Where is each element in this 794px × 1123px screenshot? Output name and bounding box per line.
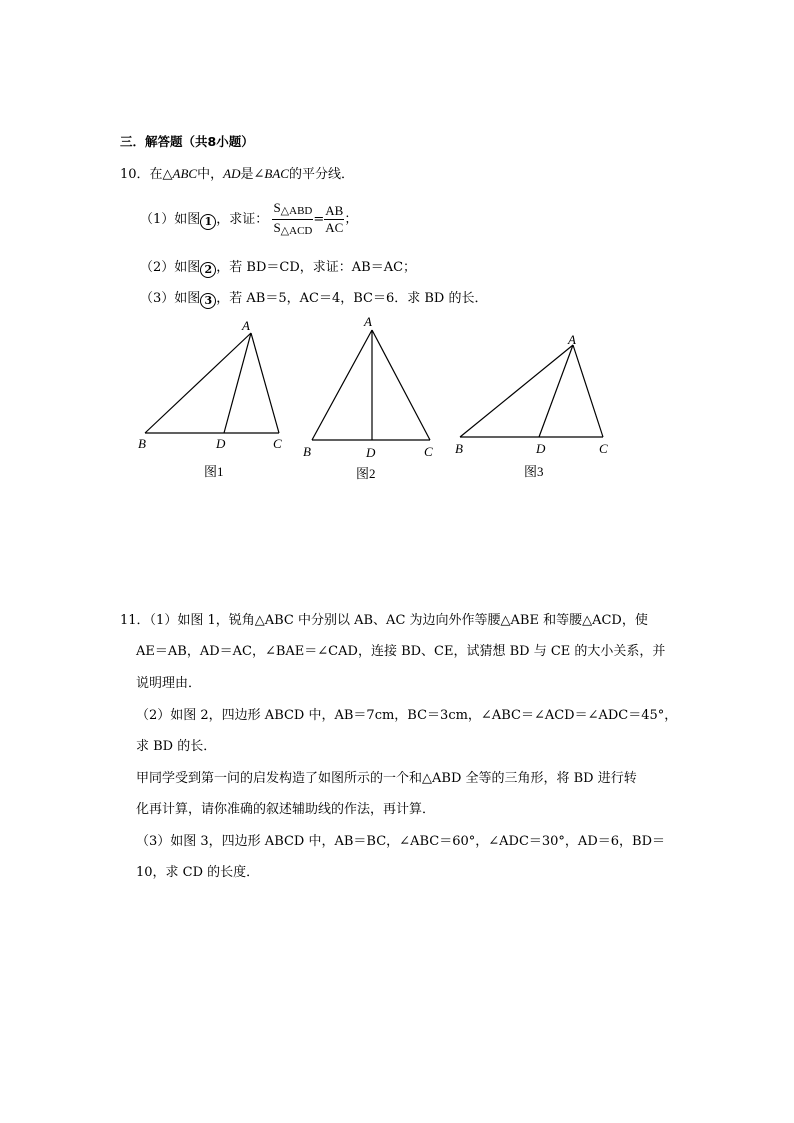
- q10-part2-prefix: （2）如图: [140, 260, 201, 275]
- fig1-bisector-ad: [224, 333, 251, 433]
- q10-part1: [140, 200, 357, 240]
- q10-part3-prefix: （3）如图: [140, 291, 201, 306]
- figure-2: [312, 330, 430, 440]
- circle-number-2: 2: [200, 262, 216, 278]
- q11-line-3: 说明理由．: [136, 676, 202, 691]
- q11-line-6: 甲同学受到第一问的启发构造了如图所示的一个和△ABD 全等的三角形，将 BD 进行转: [136, 771, 637, 786]
- q10-part1-end: ；: [344, 212, 358, 227]
- q11-line-9: 10，求 CD 的长度．: [136, 865, 260, 880]
- q10-part1-prefix: （1）如图: [140, 212, 201, 227]
- fig3-label-a: A: [568, 332, 576, 347]
- fig2-caption: 图2: [356, 466, 376, 481]
- fig2-side-ab: [312, 330, 372, 440]
- q10-stem-abc: ABC: [172, 166, 198, 181]
- q11-line-4: （2）如图 2，四边形 ABCD 中，AB＝7cm，BC＝3cm，∠ABC＝∠ACD＝∠ADC＝45°，: [136, 708, 678, 723]
- q10-figures: [0, 310, 794, 490]
- fig3-label-b: B: [455, 441, 463, 456]
- frac-left-den: S: [273, 220, 281, 235]
- frac-right-num: AB: [325, 203, 344, 218]
- q10-stem-end: 的平分线．: [288, 167, 354, 182]
- q10-stem: [120, 165, 354, 184]
- q10-stem-mid2: 是∠: [240, 167, 265, 182]
- q11-line-7: 化再计算，请你准确的叙述辅助线的作法，再计算．: [136, 802, 436, 817]
- frac-left-den-sub: △ACD: [280, 225, 313, 237]
- section-heading: 三．解答题（共8小题）: [120, 134, 254, 149]
- figure-3: [460, 345, 603, 437]
- fig2-label-c: C: [424, 444, 433, 459]
- frac-equals: =: [313, 212, 325, 227]
- q10-part2-text: ，若 BD＝CD，求证：AB＝AC；: [216, 260, 417, 275]
- fig1-side-ab: [145, 333, 251, 433]
- q11-line-2: AE＝AB，AD＝AC，∠BAE＝∠CAD，连接 BD、CE，试猜想 BD 与 CE 的大小关系，并: [136, 644, 666, 659]
- fig1-label-a: A: [242, 318, 250, 333]
- frac-right-den: AC: [325, 220, 344, 235]
- side-ratio-fraction: [324, 203, 344, 236]
- q10-stem-bac: BAC: [264, 166, 289, 181]
- fig3-side-ac: [573, 345, 603, 437]
- q11-line-1: 11．（1）如图 1，锐角△ABC 中分别以 AB、AC 为边向外作等腰△ABE 和等腰△ACD，使: [120, 613, 648, 628]
- fig3-label-d: D: [536, 441, 546, 456]
- q10-stem-mid: 中，: [197, 167, 224, 182]
- fig2-label-d: D: [366, 445, 376, 460]
- fig2-label-a: A: [364, 314, 372, 329]
- q11-line-5: 求 BD 的长．: [136, 739, 217, 754]
- fig2-side-ac: [372, 330, 430, 440]
- q10-stem-num: 10．在△: [120, 167, 173, 182]
- fig3-caption: 图3: [524, 464, 544, 479]
- fig1-side-ac: [251, 333, 279, 433]
- figure-1: [145, 333, 279, 433]
- fig2-label-b: B: [303, 444, 311, 459]
- frac-left-num-sub: △ABD: [280, 205, 313, 217]
- q10-part3-text: ，若 AB＝5，AC＝4，BC＝6．求 BD 的长．: [216, 291, 488, 306]
- q11-line-8: （3）如图 3，四边形 ABCD 中，AB＝BC，∠ABC＝60°，∠ADC＝30°，AD＝6，BD＝: [136, 834, 665, 849]
- frac-left-num: S: [273, 200, 281, 215]
- q10-part3: [140, 290, 488, 309]
- fig1-label-d: D: [216, 436, 226, 451]
- fig1-caption: 图1: [204, 464, 224, 479]
- circle-number-1: 1: [200, 214, 216, 230]
- area-ratio-fraction: [272, 200, 313, 239]
- circle-number-3: 3: [200, 293, 216, 309]
- q10-part2: [140, 259, 416, 278]
- q10-part1-mid: ，求证：: [216, 212, 269, 227]
- fig1-label-c: C: [273, 436, 282, 451]
- q10-stem-ad: AD: [223, 166, 241, 181]
- fig1-label-b: B: [138, 436, 146, 451]
- fig3-label-c: C: [599, 441, 608, 456]
